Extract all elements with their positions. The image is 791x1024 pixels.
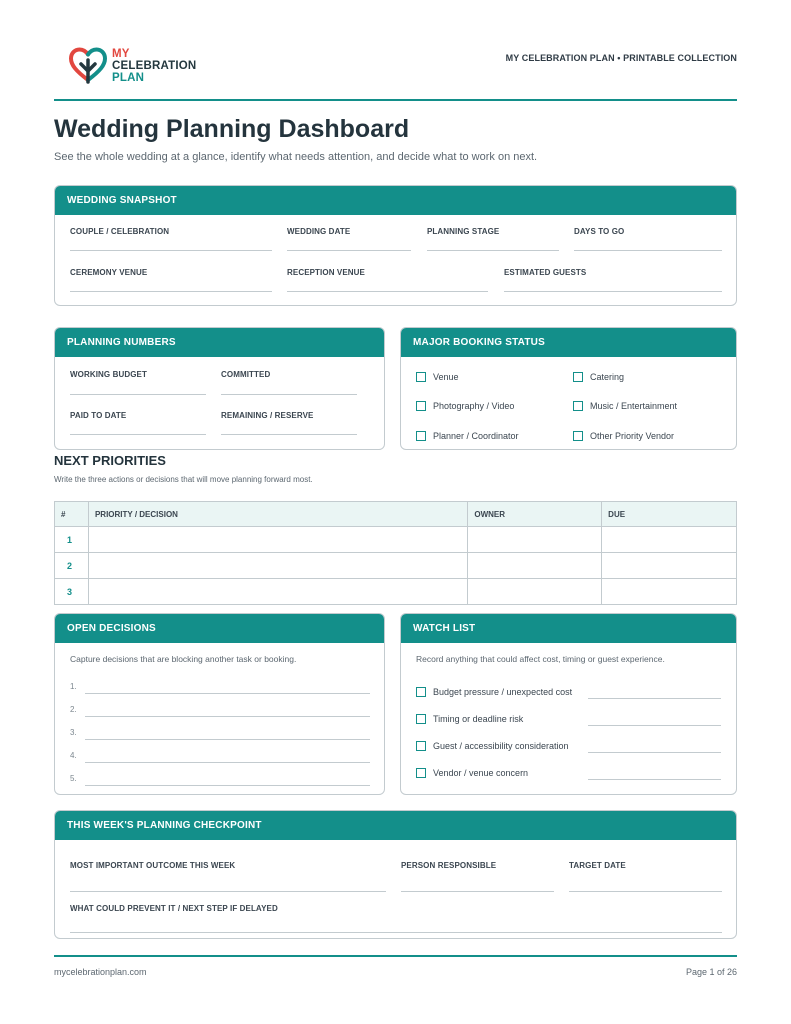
- watch-list-note: Record anything that could affect cost, timing or guest experience.: [416, 654, 665, 664]
- page-subtitle: See the whole wedding at a glance, identify what needs attention, and decide what to work on next.: [54, 151, 538, 163]
- estimated-guests-field[interactable]: [504, 268, 586, 277]
- brand-line-3: PLAN: [112, 72, 145, 84]
- outcome-line[interactable]: [70, 891, 386, 892]
- working-budget-field[interactable]: [70, 370, 147, 379]
- reception-venue-field[interactable]: [287, 268, 365, 277]
- booking-status-card: [400, 327, 737, 450]
- open-decisions-card: [54, 613, 385, 795]
- planning-stage-label: PLANNING STAGE: [427, 227, 500, 236]
- next-priorities-heading: NEXT PRIORITIES: [54, 453, 166, 468]
- priority-cell[interactable]: [88, 579, 467, 605]
- wedding-date-label: WEDDING DATE: [287, 227, 351, 236]
- checkbox[interactable]: [416, 372, 426, 382]
- wedding-date-field[interactable]: [287, 227, 350, 236]
- col-number: #: [55, 502, 89, 527]
- watch-item-line[interactable]: [588, 779, 721, 780]
- ceremony-venue-line[interactable]: [70, 291, 272, 292]
- remaining-line[interactable]: [221, 434, 357, 435]
- remaining-field[interactable]: [221, 411, 313, 420]
- checkbox[interactable]: [416, 401, 426, 411]
- target-date-line[interactable]: [569, 891, 722, 892]
- working-budget-label: WORKING BUDGET: [70, 370, 147, 379]
- booking-label: Catering: [590, 372, 625, 382]
- paid-to-date-field[interactable]: [70, 411, 126, 420]
- planning-numbers-card: [54, 327, 385, 450]
- person-responsible-field[interactable]: [401, 861, 496, 870]
- ceremony-venue-field[interactable]: [70, 268, 147, 277]
- reception-venue-line[interactable]: [287, 291, 488, 292]
- priority-cell[interactable]: [88, 553, 467, 579]
- due-cell[interactable]: [602, 579, 737, 605]
- booking-check-photography[interactable]: [416, 401, 514, 411]
- table-row: [55, 553, 737, 579]
- decision-line[interactable]: [85, 693, 370, 694]
- planning-numbers-heading: PLANNING NUMBERS: [55, 328, 384, 357]
- estimated-guests-line[interactable]: [504, 291, 722, 292]
- col-priority: PRIORITY / DECISION: [88, 502, 467, 527]
- target-date-field[interactable]: [569, 861, 626, 870]
- page-number: Page 1 of 26: [685, 967, 737, 977]
- owner-cell[interactable]: [468, 553, 602, 579]
- decision-number: 3.: [70, 728, 77, 737]
- watch-item-label: Guest / accessibility consideration: [433, 741, 569, 751]
- wedding-snapshot-heading: WEDDING SNAPSHOT: [55, 186, 736, 215]
- prevent-line[interactable]: [70, 932, 722, 933]
- outcome-label: MOST IMPORTANT OUTCOME THIS WEEK: [70, 861, 236, 870]
- decision-line[interactable]: [85, 739, 370, 740]
- decision-number: 4.: [70, 751, 77, 760]
- target-date-label: TARGET DATE: [569, 861, 626, 870]
- outcome-field[interactable]: [70, 861, 235, 870]
- person-responsible-line[interactable]: [401, 891, 554, 892]
- page-title: Wedding Planning Dashboard: [54, 115, 410, 143]
- booking-label: Photography / Video: [433, 401, 515, 411]
- watch-item-line[interactable]: [588, 698, 721, 699]
- checkpoint-heading: THIS WEEK'S PLANNING CHECKPOINT: [55, 811, 736, 840]
- wedding-snapshot-card: [54, 185, 737, 306]
- checkbox[interactable]: [416, 741, 426, 751]
- checkbox[interactable]: [416, 768, 426, 778]
- decision-line[interactable]: [85, 785, 370, 786]
- brand-line-2: CELEBRATION: [112, 60, 197, 72]
- booking-check-other-vendor[interactable]: [573, 431, 674, 441]
- col-due: DUE: [602, 502, 737, 527]
- checkbox[interactable]: [416, 687, 426, 697]
- reception-venue-label: RECEPTION VENUE: [287, 268, 365, 277]
- booking-check-venue[interactable]: [416, 372, 459, 382]
- next-priorities-subtitle: Write the three actions or decisions that will move planning forward most.: [54, 475, 313, 484]
- paid-to-date-line[interactable]: [70, 434, 206, 435]
- priorities-table: [54, 501, 737, 605]
- person-responsible-label: PERSON RESPONSIBLE: [401, 861, 497, 870]
- wedding-date-line[interactable]: [287, 250, 411, 251]
- brand-wordmark: [112, 48, 196, 84]
- decision-line[interactable]: [85, 762, 370, 763]
- table-header-row: [55, 502, 737, 527]
- committed-line[interactable]: [221, 394, 357, 395]
- planning-stage-field[interactable]: [427, 227, 499, 236]
- couple-label: COUPLE / CELEBRATION: [70, 227, 170, 236]
- watch-list-heading: WATCH LIST: [401, 614, 736, 643]
- row-number: 1: [55, 527, 89, 553]
- booking-label: Music / Entertainment: [590, 401, 678, 411]
- couple-line[interactable]: [70, 250, 272, 251]
- brand-line-1: MY: [112, 48, 130, 60]
- watch-item-label: Timing or deadline risk: [433, 714, 524, 724]
- footer-url: mycelebrationplan.com: [54, 967, 147, 977]
- col-owner: OWNER: [468, 502, 602, 527]
- decision-line[interactable]: [85, 716, 370, 717]
- checkbox[interactable]: [416, 431, 426, 441]
- days-to-go-label: DAYS TO GO: [574, 227, 625, 236]
- checkbox[interactable]: [573, 401, 583, 411]
- watch-item-label: Vendor / venue concern: [433, 768, 529, 778]
- header-divider: [54, 99, 737, 101]
- row-number: 3: [55, 579, 89, 605]
- collection-label: MY CELEBRATION PLAN • PRINTABLE COLLECTION: [505, 53, 737, 63]
- owner-cell[interactable]: [468, 527, 602, 553]
- committed-label: COMMITTED: [221, 370, 271, 379]
- prevent-label: WHAT COULD PREVENT IT / NEXT STEP IF DELAYED: [70, 904, 278, 913]
- planning-stage-line[interactable]: [427, 250, 559, 251]
- watch-item-label: Budget pressure / unexpected cost: [433, 687, 573, 697]
- decision-number: 2.: [70, 705, 77, 714]
- watch-item-vendor[interactable]: [416, 768, 528, 778]
- due-cell[interactable]: [602, 553, 737, 579]
- due-cell[interactable]: [602, 527, 737, 553]
- booking-check-music[interactable]: [573, 401, 677, 411]
- booking-label: Planner / Coordinator: [433, 431, 519, 441]
- booking-label: Venue: [433, 372, 459, 382]
- watch-list-card: [400, 613, 737, 795]
- row-number: 2: [55, 553, 89, 579]
- watch-item-line[interactable]: [588, 752, 721, 753]
- open-decisions-heading: OPEN DECISIONS: [55, 614, 384, 643]
- days-to-go-field[interactable]: [574, 227, 624, 236]
- checkbox[interactable]: [573, 431, 583, 441]
- couple-field[interactable]: [70, 227, 169, 236]
- owner-cell[interactable]: [468, 579, 602, 605]
- checkpoint-card: [54, 810, 737, 939]
- priority-cell[interactable]: [88, 527, 467, 553]
- table-row: [55, 579, 737, 605]
- estimated-guests-label: ESTIMATED GUESTS: [504, 268, 587, 277]
- decision-number: 1.: [70, 682, 77, 691]
- open-decisions-note: Capture decisions that are blocking another task or booking.: [70, 654, 297, 664]
- working-budget-line[interactable]: [70, 394, 206, 395]
- remaining-label: REMAINING / RESERVE: [221, 411, 314, 420]
- ceremony-venue-label: CEREMONY VENUE: [70, 268, 148, 277]
- heart-logo-icon: [68, 46, 108, 86]
- watch-item-budget[interactable]: [416, 687, 572, 697]
- decision-number: 5.: [70, 774, 77, 783]
- watch-item-timing[interactable]: [416, 714, 523, 724]
- days-to-go-line[interactable]: [574, 250, 722, 251]
- committed-field[interactable]: [221, 370, 270, 379]
- checkbox[interactable]: [416, 714, 426, 724]
- watch-item-guest[interactable]: [416, 741, 569, 751]
- checkbox[interactable]: [573, 372, 583, 382]
- paid-to-date-label: PAID TO DATE: [70, 411, 127, 420]
- booking-label: Other Priority Vendor: [590, 431, 675, 441]
- watch-item-line[interactable]: [588, 725, 721, 726]
- booking-status-heading: MAJOR BOOKING STATUS: [401, 328, 736, 357]
- booking-check-planner[interactable]: [416, 431, 519, 441]
- prevent-field[interactable]: [70, 904, 278, 913]
- footer-divider: [54, 955, 737, 957]
- brand-logo: [68, 46, 196, 86]
- table-row: [55, 527, 737, 553]
- booking-check-catering[interactable]: [573, 372, 624, 382]
